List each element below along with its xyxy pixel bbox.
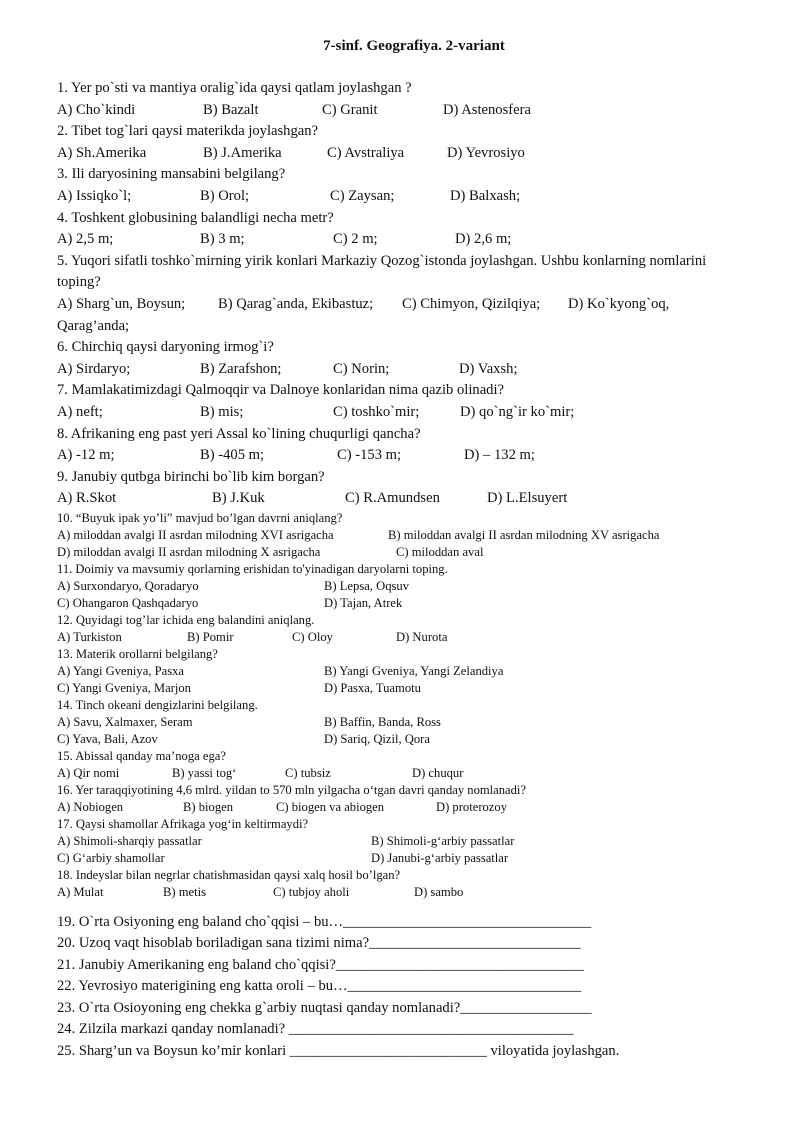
question-9: 9. Janubiy qutbga birinchi bo`lib kim borgan? [57, 468, 325, 485]
option-a: A) Issiqko`l; [57, 187, 132, 204]
fill-in-question-25: 25. Sharg’un va Boysun ko’mir konlari ___________________________ viloyatida joylashgan. [57, 1042, 620, 1059]
fill-in-question-22: 22. Yevrosiyo materigining eng katta oroli – bu…________________________________ [57, 978, 582, 995]
fill-in-question-19: 19. O`rta Osiyoning eng baland cho`qqisi – bu…__________________________________ [57, 913, 592, 930]
options-3 [57, 186, 747, 208]
option-d: D) sambo [414, 884, 464, 899]
option-b: B) Orol; [200, 187, 250, 204]
small-print-section [57, 510, 747, 901]
option-d: D) Pasxa, Tuamotu [324, 680, 421, 695]
options-2 [57, 143, 747, 165]
option-d: D) Balxash; [450, 187, 521, 204]
option-d: D) Tajan, Atrek [324, 595, 403, 610]
question-8: 8. Afrikaning eng past yeri Assal ko`lining chuqurligi qancha? [57, 425, 421, 442]
option-d: D) Ko`kyong`oq, [568, 295, 670, 312]
options-11 [57, 578, 747, 595]
option-a: A) Turkiston [57, 629, 122, 644]
options-11-second-row [57, 595, 747, 612]
options-16 [57, 799, 747, 816]
option-b: B) Yangi Gveniya, Yangi Zelandiya [324, 663, 504, 678]
question-17: 17. Qaysi shamollar Afrikaga yog‘in keltirmaydi? [57, 816, 309, 831]
option-c: C) toshko`mir; [333, 403, 420, 420]
question-1: 1. Yer po`sti va mantiya oralig`ida qaysi qatlam joylashgan ? [57, 80, 412, 96]
option-b: B) miloddan avalgi II asrdan milodning XV asrigacha [388, 527, 660, 542]
question-6: 6. Chirchiq qaysi daryoning irmog`i? [57, 339, 274, 356]
option-c: C) tubjoy aholi [273, 884, 350, 899]
option-a: A) miloddan avalgi II asrdan milodning XVI asrigacha [57, 527, 334, 542]
option-c: C) -153 m; [337, 447, 402, 464]
option-d: D) proterozoy [436, 799, 507, 814]
options-10-second-row [57, 544, 747, 561]
fill-in-question-24: 24. Zilzila markazi qanday nomlanadi? _______________________________________ [57, 1021, 574, 1038]
option-a: A) Sirdaryo; [57, 360, 131, 377]
question-18: 18. Indeyslar bilan negrlar chatishmasidan qaysi xalq hosil bo’lgan? [57, 867, 401, 882]
option-c: C) Yava, Bali, Azov [57, 731, 158, 746]
option-b: B) yassi tog‘ [172, 765, 237, 780]
option-c: C) biogen va abiogen [276, 799, 385, 814]
options-1 [57, 100, 747, 122]
option-a: A) Shimoli-sharqiy passatlar [57, 833, 202, 848]
option-a: A) Sh.Amerika [57, 144, 147, 161]
option-b: B) J.Kuk [212, 490, 265, 507]
option-d: D) Vaxsh; [459, 360, 518, 377]
option-d: D) chuqur [412, 765, 464, 780]
question-5: 5. Yuqori sifatli toshko`mirning yirik konlari Markaziy Qozog`istonda joylashgan. Ushbu konlarning nomlarini toping? [57, 252, 707, 291]
option-d-continued: Qarag’anda; [57, 317, 130, 334]
option-c: C) Zaysan; [330, 187, 395, 204]
options-5-continued [57, 316, 747, 338]
option-b: B) Pomir [187, 629, 234, 644]
page-title: 7-sinf. Geografiya. 2-variant [323, 38, 505, 54]
option-b: B) Bazalt [203, 101, 259, 118]
question-11: 11. Doimiy va mavsumiy qorlarning erishidan to'yinadigan daryolarni toping. [57, 561, 448, 576]
question-2: 2. Tibet tog`lari qaysi materikda joylashgan? [57, 123, 319, 140]
options-7 [57, 402, 747, 424]
options-18 [57, 884, 747, 901]
options-6 [57, 359, 747, 381]
option-c: C) miloddan aval [396, 544, 484, 559]
option-a: A) Sharg`un, Boysun; [57, 295, 186, 312]
question-7: 7. Mamlakatimizdagi Qalmoqqir va Dalnoye konlaridan nima qazib olinadi? [57, 382, 505, 399]
option-d: D) L.Elsuyert [487, 490, 568, 507]
options-14-second-row [57, 731, 747, 748]
fill-in-question-21: 21. Janubiy Amerikaning eng baland cho`qqisi?__________________________________ [57, 956, 584, 973]
option-b: B) Qarag`anda, Ekibastuz; [218, 295, 374, 312]
section-spacer [57, 901, 747, 912]
option-c: C) Yangi Gveniya, Marjon [57, 680, 191, 695]
question-12: 12. Quyidagi tog’lar ichida eng balandini aniqlang. [57, 612, 315, 627]
option-c: C) G‘arbiy shamollar [57, 850, 165, 865]
options-10 [57, 527, 747, 544]
option-b: B) Baffin, Banda, Ross [324, 714, 441, 729]
options-9 [57, 488, 747, 510]
fill-in-question-20: 20. Uzoq vaqt hisoblab boriladigan sana tizimi nima?_____________________________ [57, 935, 581, 952]
option-c: C) 2 m; [333, 231, 378, 248]
options-5 [57, 294, 747, 316]
question-14: 14. Tinch okeani dengizlarini belgilang. [57, 697, 258, 712]
option-b: B) J.Amerika [203, 144, 282, 161]
option-d: D) Sariq, Qizil, Qora [324, 731, 430, 746]
option-a: A) neft; [57, 403, 103, 420]
option-c: C) Ohangaron Qashqadaryo [57, 595, 199, 610]
option-a: A) Surxondaryo, Qoradaryo [57, 578, 199, 593]
option-c: C) Norin; [333, 360, 390, 377]
option-c: C) Chimyon, Qizilqiya; [402, 295, 541, 312]
options-17-second-row [57, 850, 747, 867]
option-b: B) Shimoli-g‘arbiy passatlar [371, 833, 515, 848]
option-d: D) qo`ng`ir ko`mir; [460, 403, 575, 420]
option-b: B) Zarafshon; [200, 360, 282, 377]
question-13: 13. Materik orollarni belgilang? [57, 646, 218, 661]
option-d: D) 2,6 m; [455, 231, 512, 248]
option-c: C) tubsiz [285, 765, 331, 780]
question-15: 15. Abissal qanday ma’noga ega? [57, 748, 226, 763]
question-4: 4. Toshkent globusining balandligi necha metr? [57, 209, 334, 226]
option-b: B) 3 m; [200, 231, 245, 248]
options-12 [57, 629, 747, 646]
question-3: 3. Ili daryosining mansabini belgilang? [57, 166, 286, 183]
option-c: C) Granit [322, 101, 378, 118]
question-10: 10. “Buyuk ipak yo’li” mavjud bo’lgan davrni aniqlang? [57, 510, 343, 525]
option-a: A) Savu, Xalmaxer, Seram [57, 714, 193, 729]
test-document [57, 78, 747, 1062]
option-a: A) 2,5 m; [57, 231, 114, 248]
fill-in-question-23: 23. O`rta Osioyoning eng chekka g`arbiy nuqtasi qanday nomlanadi?__________________ [57, 999, 592, 1016]
option-c: C) Oloy [292, 629, 333, 644]
option-b: B) metis [163, 884, 207, 899]
option-d: D) Astenosfera [443, 101, 531, 118]
option-a: A) Mulat [57, 884, 104, 899]
options-4 [57, 229, 747, 251]
option-b: B) mis; [200, 403, 244, 420]
option-b: B) -405 m; [200, 447, 265, 464]
option-d: D) Janubi-g‘arbiy passatlar [371, 850, 509, 865]
option-b: B) biogen [183, 799, 234, 814]
option-d: D) Nurota [396, 629, 448, 644]
option-a: A) Cho`kindi [57, 101, 136, 118]
options-15 [57, 765, 747, 782]
option-a: A) -12 m; [57, 447, 115, 464]
option-a: A) Nobiogen [57, 799, 124, 814]
option-c: C) R.Amundsen [345, 490, 440, 507]
options-8 [57, 445, 747, 467]
options-17 [57, 833, 747, 850]
option-a: A) R.Skot [57, 490, 117, 507]
question-16: 16. Yer taraqqiyotining 4,6 mlrd. yildan to 570 mln yilgacha o‘tgan davri qanday nomlanadi? [57, 782, 527, 797]
option-c: C) Avstraliya [327, 144, 405, 161]
options-13 [57, 663, 747, 680]
options-13-second-row [57, 680, 747, 697]
option-d: D) Yevrosiyo [447, 144, 525, 161]
option-a: A) Yangi Gveniya, Pasxa [57, 663, 184, 678]
option-b: B) Lepsa, Oqsuv [324, 578, 409, 593]
option-a: A) Qir nomi [57, 765, 120, 780]
option-d: D) miloddan avalgi II asrdan milodning X asrigacha [57, 544, 321, 559]
option-d: D) – 132 m; [464, 447, 535, 464]
options-14 [57, 714, 747, 731]
